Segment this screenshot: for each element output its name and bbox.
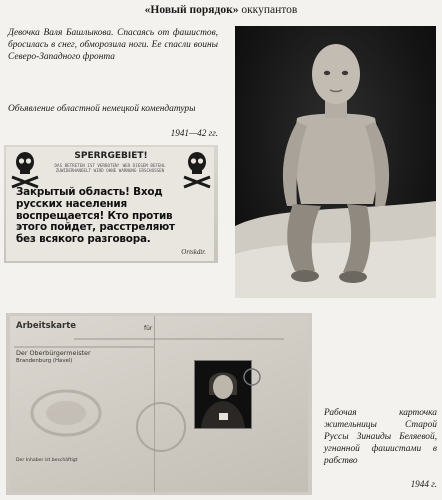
announcement-poster-photo <box>4 145 218 263</box>
work-card-year: 1944 г. <box>410 479 437 489</box>
announcement-caption: Объявление областной немецкой комендатуры <box>8 104 196 114</box>
page-title-quoted: «Новый порядок» <box>144 4 239 16</box>
skull-crossbones-icon <box>180 149 214 189</box>
work-card-stamp-note: Der Inhaber ist beschäftigt <box>16 458 78 463</box>
work-card-photo <box>6 313 312 495</box>
work-card-subtitle: für <box>144 325 153 332</box>
work-card-caption: Рабочая карточка жительницы Старой Руссы Зинаиды Беляевой, угнанной фашистами в рабство <box>324 408 437 466</box>
skull-crossbones-icon <box>8 149 42 189</box>
poster-subtext: DAS BETRETEN IST VERBOTEN! WER DIESEM BEFEHL ZUWIDERHANDELT WIRD OHNE WARNUNG ERSCHOSSEN <box>54 163 166 174</box>
work-card-title: Arbeitskarte <box>16 321 77 331</box>
stamp-circle-icon <box>126 397 196 457</box>
child-photo <box>235 26 436 298</box>
work-card-city: Brandenburg (Havel) <box>16 358 73 364</box>
card-stamp-seal-icon <box>242 367 262 387</box>
poster-main-text: Закрытый область! Вход русских населения воспрещается! Кто против этого пойдет, расстреляют без всякого разговора. <box>16 186 175 245</box>
poster-header: SPERRGEBIET! <box>74 151 148 161</box>
work-card-authority: Der Oberbürgermeister <box>16 349 91 357</box>
page-title <box>0 4 442 16</box>
page-title-rest: оккупантов <box>241 4 298 16</box>
girl-photo-caption: Девочка Валя Башлыкова. Спасаясь от фашистов, бросилась в снег, обморозила ноги. Ее спасли воины Северо-Западного фронта <box>8 28 218 62</box>
stamp-smudge-icon <box>26 383 116 443</box>
card-rule-lines <box>14 335 304 349</box>
child-figure-illustration <box>235 26 436 298</box>
poster-signature: Ortskdtr. <box>181 248 206 256</box>
announcement-year: 1941—42 гг. <box>170 128 218 138</box>
